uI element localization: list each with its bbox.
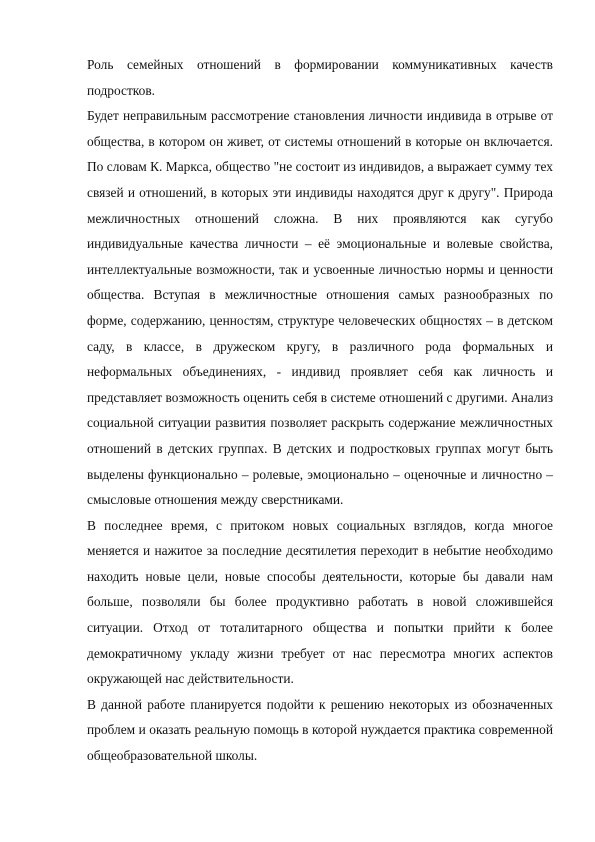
paragraph-3: В данной работе планируется подойти к решению некоторых из обозначенных проблем и оказать реальную помощь в которой нуждается практика современной общеобразовательной школы. xyxy=(87,696,553,764)
paragraph-2: В последнее время, с притоком новых социальных взглядов, когда многое меняется и нажитое за последние десятилетия переходит в небытие необходимо находить новые цели, новые способы деятельности, которые бы давали нам больше, позволяли бы более продуктивно работать в новой сложившейся ситуации. Отход от тоталитарного общества и попытки прийти к более демократичному укладу жизни требует от нас пересмотра многих аспектов окружающей нас действительности. xyxy=(87,517,553,687)
document-title: Роль семейных отношений в формировании коммуникативных качеств подростков. xyxy=(87,57,553,98)
document-body xyxy=(87,52,553,769)
paragraph-1: Будет неправильным рассмотрение становления личности индивида в отрыве от общества, в котором он живет, от системы отношений в которые он включается. По словам К. Маркса, общество "не состоит из индивидов, а выражает сумму тех связей и отношений, в которых эти индивиды находятся друг к другу". Природа межличностных отношений сложна. В них проявляются как сугубо индивидуальные качества личности – её эмоциональные и волевые свойства, интеллектуальные возможности, так и усвоенные личностью нормы и ценности общества. Вступая в межличностные отношения самых разнообразных по форме, содержанию, ценностям, структуре человеческих общностях – в детском саду, в классе, в дружеском кругу, в различного рода формальных и неформальных объединениях, - индивид проявляет себя как личность и представляет возможность оценить себя в системе отношений с другими. Анализ социальной ситуации развития позволяет раскрыть содержание межличностных отношений в детских группах. В детских и подростковых группах могут быть выделены функционально – ролевые, эмоционально – оценочные и личностно – смысловые отношения между сверстниками. xyxy=(87,108,553,508)
